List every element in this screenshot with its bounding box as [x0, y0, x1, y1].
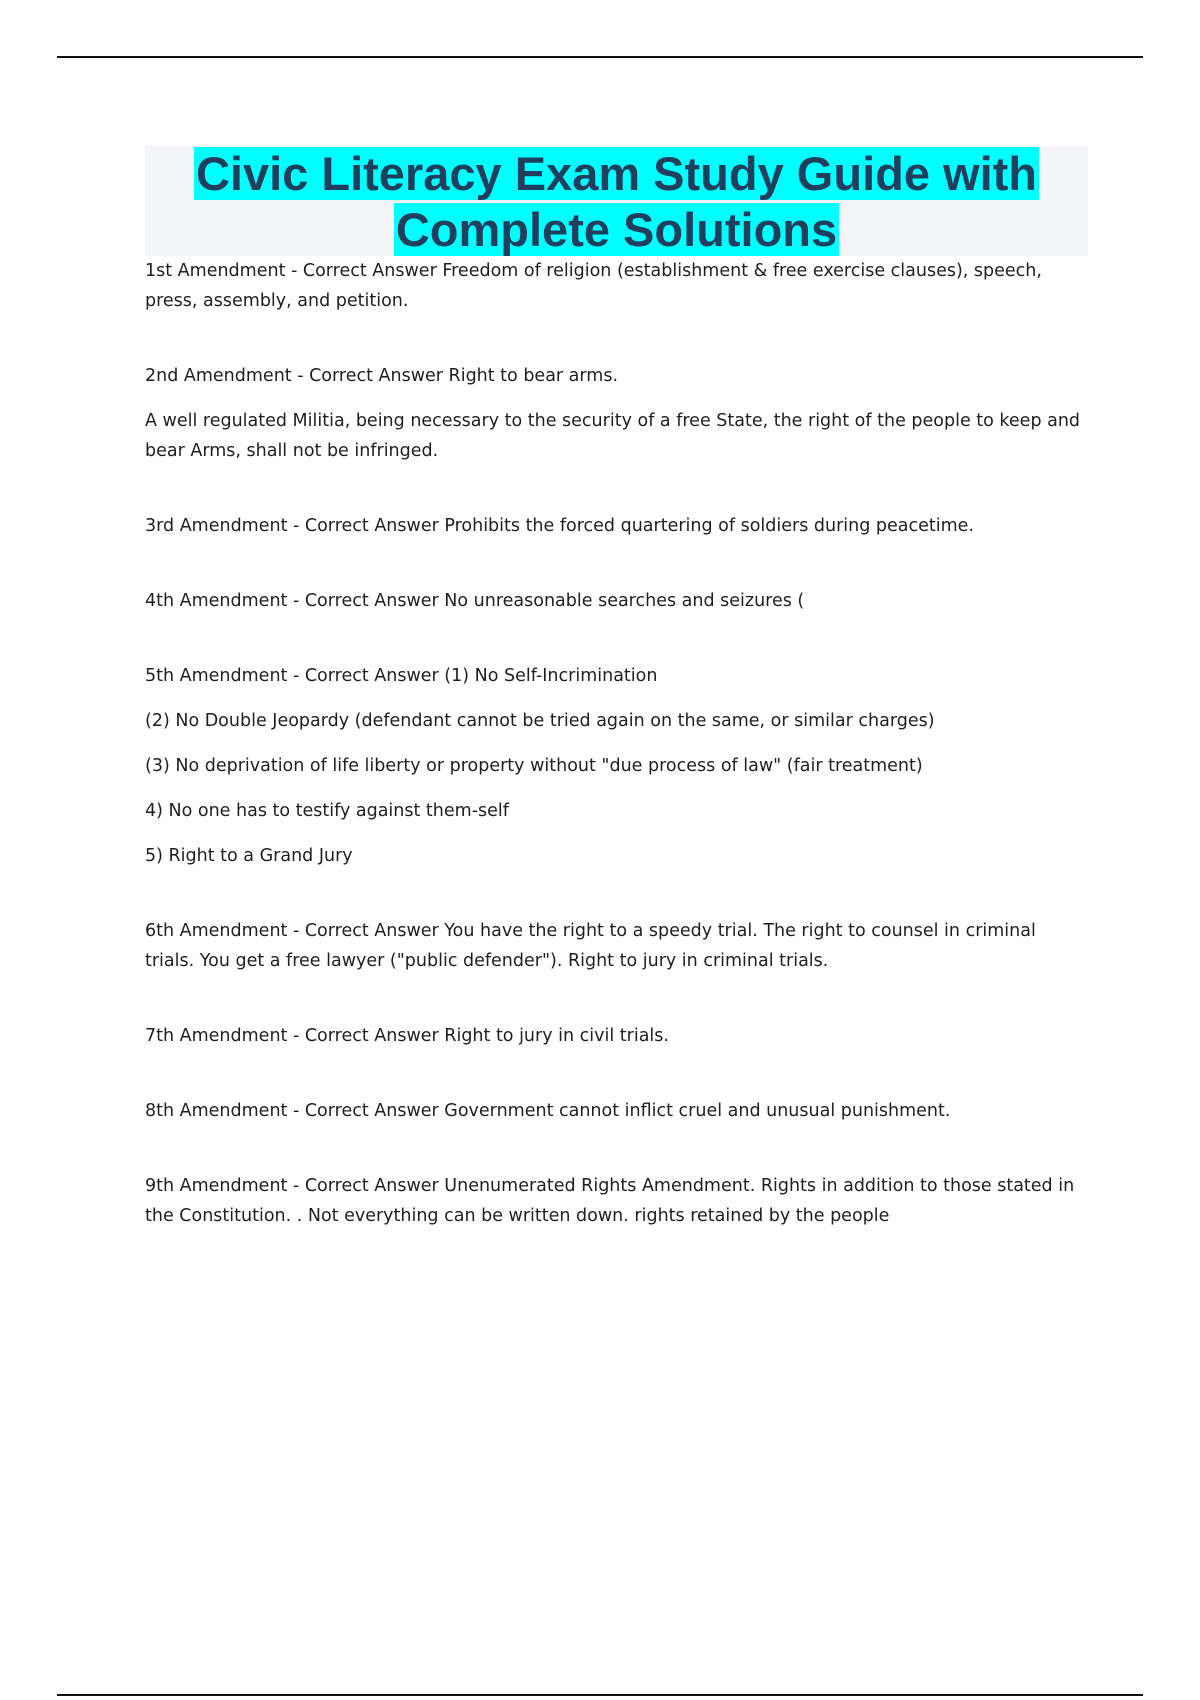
- qa-entry: [145, 1021, 1090, 1051]
- qa-question-answer: 9th Amendment - Correct Answer Unenumerated Rights Amendment. Rights in addition to those stated in the Constitution. . Not everything can be written down. rights retained by the people: [145, 1176, 1075, 1226]
- qa-entry: [145, 1171, 1090, 1231]
- title-line-1: Civic Literacy Exam Study Guide with: [195, 147, 1038, 200]
- qa-entry: [145, 511, 1090, 541]
- qa-question-answer: 5th Amendment - Correct Answer (1) No Self-Incrimination: [145, 666, 658, 686]
- qa-entry: [145, 661, 1090, 871]
- title-line-2: Complete Solutions: [395, 203, 838, 256]
- qa-question-answer: 1st Amendment - Correct Answer Freedom of religion (establishment & free exercise clauses), speech, press, assembly, and petition.: [145, 261, 1042, 311]
- qa-question-answer: 4th Amendment - Correct Answer No unreasonable searches and seizures (: [145, 591, 805, 611]
- qa-entry: [145, 1096, 1090, 1126]
- qa-question-answer: 6th Amendment - Correct Answer You have the right to a speedy trial. The right to counsel in criminal trials. You get a free lawyer ("public defender"). Right to jury in criminal trials.: [145, 921, 1036, 971]
- qa-answer-detail: (2) No Double Jeopardy (defendant cannot be tried again on the same, or similar charges): [145, 711, 935, 731]
- qa-entry: [145, 361, 1090, 466]
- qa-answer-detail: (3) No deprivation of life liberty or property without "due process of law" (fair treatment): [145, 756, 923, 776]
- qa-entry: [145, 586, 1090, 616]
- title-block: [145, 146, 1088, 256]
- qa-question-answer: 7th Amendment - Correct Answer Right to jury in civil trials.: [145, 1026, 669, 1046]
- qa-answer-detail: 4) No one has to testify against them-self: [145, 801, 509, 821]
- footer-rule: [57, 1694, 1143, 1696]
- qa-entry: [145, 256, 1090, 316]
- qa-answer-detail: A well regulated Militia, being necessary to the security of a free State, the right of the people to keep and bear Arms, shall not be infringed.: [145, 411, 1081, 461]
- qa-question-answer: 2nd Amendment - Correct Answer Right to bear arms.: [145, 366, 619, 386]
- qa-answer-detail: 5) Right to a Grand Jury: [145, 846, 353, 866]
- qa-list: [145, 256, 1090, 1276]
- header-rule: [57, 56, 1143, 58]
- qa-entry: [145, 916, 1090, 976]
- qa-question-answer: 8th Amendment - Correct Answer Government cannot inflict cruel and unusual punishment.: [145, 1101, 951, 1121]
- document-title: [145, 146, 1088, 258]
- qa-question-answer: 3rd Amendment - Correct Answer Prohibits the forced quartering of soldiers during peacetime.: [145, 516, 974, 536]
